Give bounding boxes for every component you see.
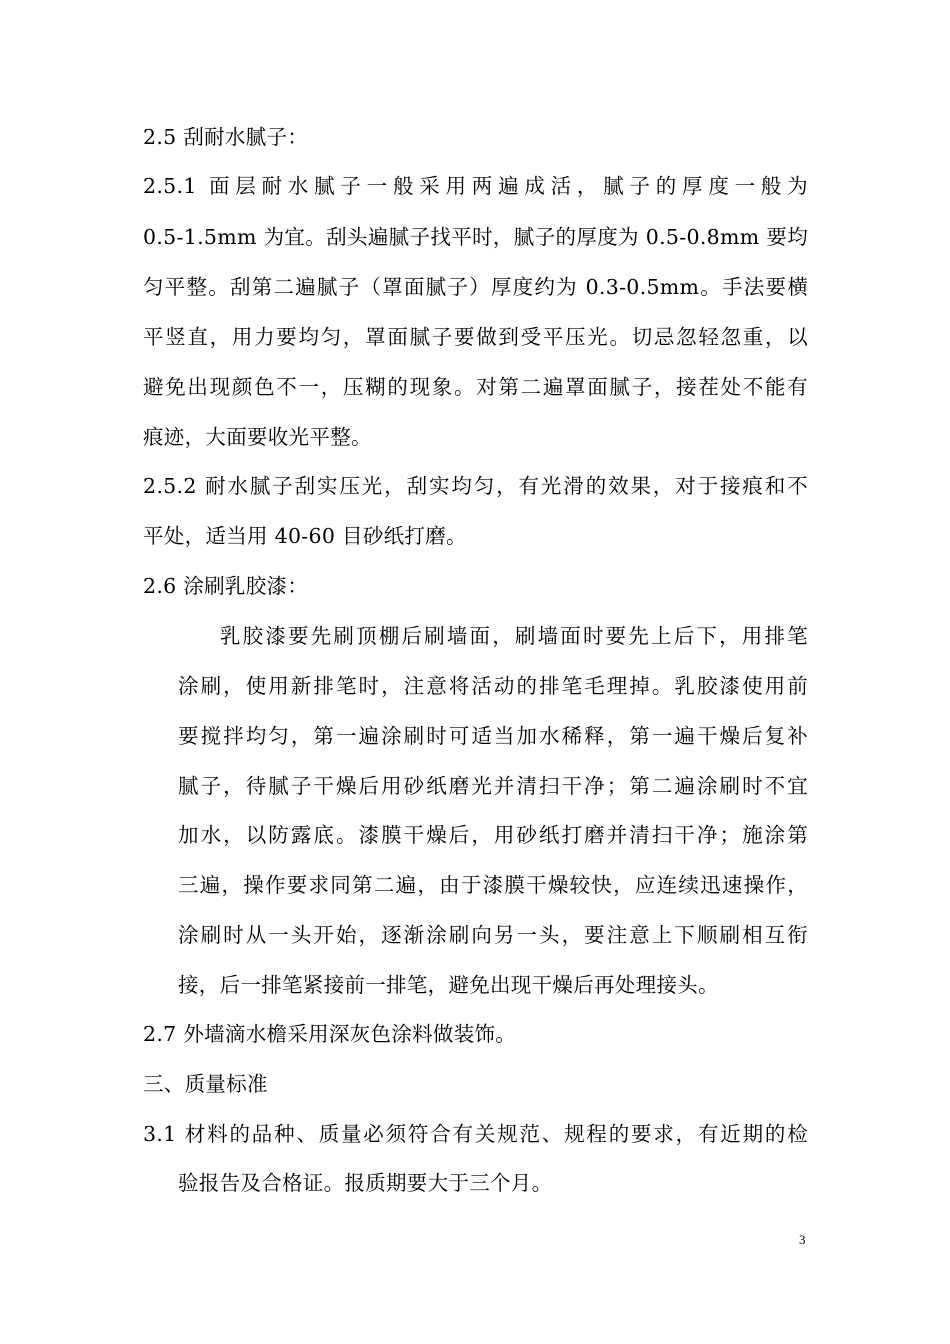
page-number: 3 [799, 1232, 806, 1247]
heading-2-5: 2.5 刮耐水腻子： [143, 125, 309, 149]
paragraph-2-6-line: 三遍，操作要求同第二遍，由于漆膜干燥较快，应连续迅速操作， [178, 873, 808, 897]
paragraph-2-6-line: 加水，以防露底。漆膜干燥后，用砂纸打磨并清扫干净；施涂第 [178, 823, 808, 847]
paragraph-2-6-line: 涂刷时从一头开始，逐渐涂刷向另一头，要注意上下顺刷相互衔 [178, 923, 808, 947]
paragraph-2-5-2-line: 平处，适当用 40-60 目砂纸打磨。 [143, 524, 467, 548]
paragraph-3-1-line: 3.1 材料的品种、质量必须符合有关规范、规程的要求，有近期的检 [143, 1122, 808, 1146]
paragraph-2-5-2-line: 2.5.2 耐水腻子刮实压光，刮实均匀，有光滑的效果，对于接痕和不 [143, 474, 808, 498]
paragraph-2-6-line: 接，后一排笔紧接前一排笔，避免出现干燥后再处理接头。 [178, 973, 719, 997]
paragraph-2-6-line: 要搅拌均匀，第一遍涂刷时可适当加水稀释，第一遍干燥后复补 [178, 724, 808, 748]
paragraph-2-5-1-line: 避免出现颜色不一，压糊的现象。对第二遍罩面腻子，接茬处不能有 [143, 375, 808, 399]
paragraph-2-7: 2.7 外墙滴水檐采用深灰色涂料做装饰。 [143, 1022, 517, 1046]
paragraph-2-5-1-line: 2.5.1 面层耐水腻子一般采用两遍成活，腻子的厚度一般为 [143, 174, 808, 198]
paragraph-2-6-line: 涂刷，使用新排笔时，注意将活动的排笔毛理掉。乳胶漆使用前 [178, 674, 808, 698]
paragraph-2-6-line: 乳胶漆要先刷顶棚后刷墙面，刷墙面时要先上后下，用排笔 [220, 624, 808, 648]
paragraph-3-1-line: 验报告及合格证。报质期要大于三个月。 [178, 1171, 553, 1195]
paragraph-2-6-line: 腻子，待腻子干燥后用砂纸磨光并清扫干净；第二遍涂刷时不宜 [178, 774, 808, 798]
paragraph-2-5-1-line: 平竖直，用力要均匀，罩面腻子要做到受平压光。切忌忽轻忽重，以 [143, 325, 808, 349]
paragraph-2-5-1-line: 痕迹，大面要收光平整。 [143, 425, 372, 449]
heading-2-6: 2.6 涂刷乳胶漆： [143, 574, 309, 598]
paragraph-2-5-1-line: 0.5-1.5mm 为宜。刮头遍腻子找平时，腻子的厚度为 0.5-0.8mm 要均 [143, 225, 808, 249]
paragraph-2-5-1-line: 匀平整。刮第二遍腻子（罩面腻子）厚度约为 0.3-0.5mm。手法要横 [143, 275, 808, 299]
section-heading-3: 三、质量标准 [143, 1072, 268, 1096]
